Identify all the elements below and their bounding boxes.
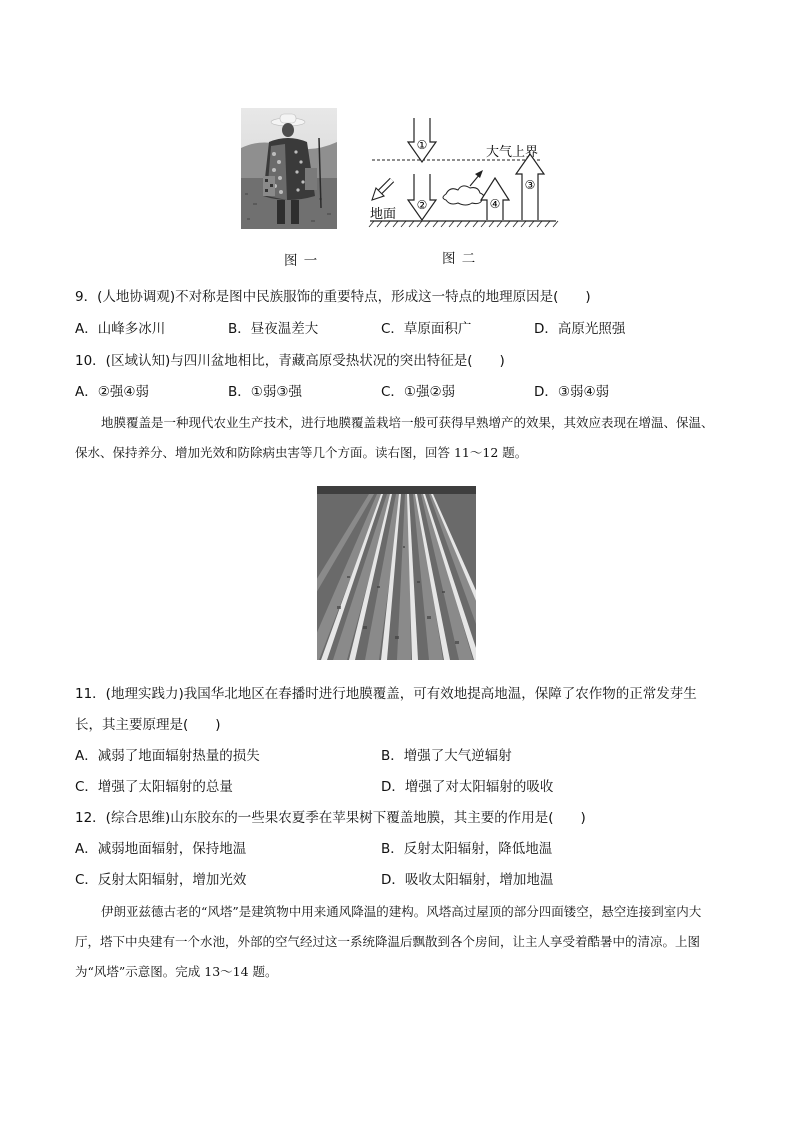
reflection-arrow-icon — [372, 180, 392, 200]
q11-option-d: D．增强了对太阳辐射的吸收 — [381, 779, 554, 795]
q10-option-d: D．③弱④弱 — [534, 384, 610, 400]
mulch-field-photo-image — [317, 486, 476, 660]
question-11-stem-line-2: 长，其主要原理是( ) — [75, 717, 221, 733]
q12-option-d: D．吸收太阳辐射，增加地温 — [381, 872, 554, 888]
passage-mulch: 地膜覆盖是一种现代农业生产技术，进行地膜覆盖栽培一般可获得早熟增产的效果，其效应表现在增温、保温、保水、保持养分、增加光效和防除病虫害等几个方面。读右图，回答 11～12 题。 — [75, 415, 714, 460]
q12-option-c: C．反射太阳辐射，增加光效 — [75, 872, 247, 888]
question-12-stem: 12．(综合思维)山东胶东的一些果农夏季在苹果树下覆盖地膜，其主要的作用是( ) — [75, 810, 586, 826]
question-9-stem: 9．(人地协调观)不对称是图中民族服饰的重要特点，形成这一特点的地理原因是( ) — [75, 289, 591, 305]
arrow-4-label: ④ — [489, 197, 501, 211]
q10-option-c: C．①强②弱 — [381, 384, 456, 400]
q9-option-a: A．山峰多冰川 — [75, 321, 166, 337]
ground-hatching — [369, 221, 558, 227]
ground-label: 地面 — [370, 207, 397, 222]
question-10-stem: 10．(区域认知)与四川盆地相比，青藏高原受热状况的突出特征是( ) — [75, 353, 505, 369]
q9-option-b: B．昼夜温差大 — [228, 321, 319, 337]
arrow-1-label: ① — [416, 138, 428, 152]
cloud-icon — [443, 186, 484, 205]
question-11-stem-line-1: 11．(地理实践力)我国华北地区在春播时进行地膜覆盖，可有效地提高地温，保障了农作物的正常发芽生 — [75, 686, 697, 702]
mulch-field-photo — [317, 486, 476, 660]
radiation-diagram-svg — [366, 112, 562, 230]
q11-option-c: C．增强了太阳辐射的总量 — [75, 779, 233, 795]
arrow-2-surface-radiation-received — [408, 174, 436, 220]
figure-2-caption: 图 二 — [442, 251, 477, 267]
q11-option-b: B．增强了大气逆辐射 — [381, 748, 512, 764]
q12-option-a: A．减弱地面辐射，保持地温 — [75, 841, 247, 857]
q9-option-d: D．高原光照强 — [534, 321, 626, 337]
arrow-2-label: ② — [416, 198, 428, 212]
figure-1-caption: 图 一 — [284, 253, 319, 269]
q12-option-b: B．反射太阳辐射，降低地温 — [381, 841, 553, 857]
q10-option-a: A．②强④弱 — [75, 384, 149, 400]
ethnic-costume-photo-image — [241, 108, 337, 229]
q10-option-b: B．①弱③强 — [228, 384, 302, 400]
ethnic-costume-photo — [241, 108, 337, 229]
passage-wind-tower: 伊朗亚兹德古老的“风塔”是建筑物中用来通风降温的建构。风塔高过屋顶的部分四面镂空，悬空连接到室内大厅，塔下中央建有一个水池，外部的空气经过这一系统降温后飘散到各个房间，让主人享受着酷暑中的清凉。上图为“风塔”示意图。完成 13～14 题。 — [75, 904, 702, 979]
q9-option-c: C．草原面积广 — [381, 321, 472, 337]
arrow-3-label: ③ — [524, 178, 536, 192]
radiation-diagram — [366, 112, 562, 230]
upper-boundary-label: 大气上界 — [486, 145, 539, 160]
q11-option-a: A．减弱了地面辐射热量的损失 — [75, 748, 260, 764]
